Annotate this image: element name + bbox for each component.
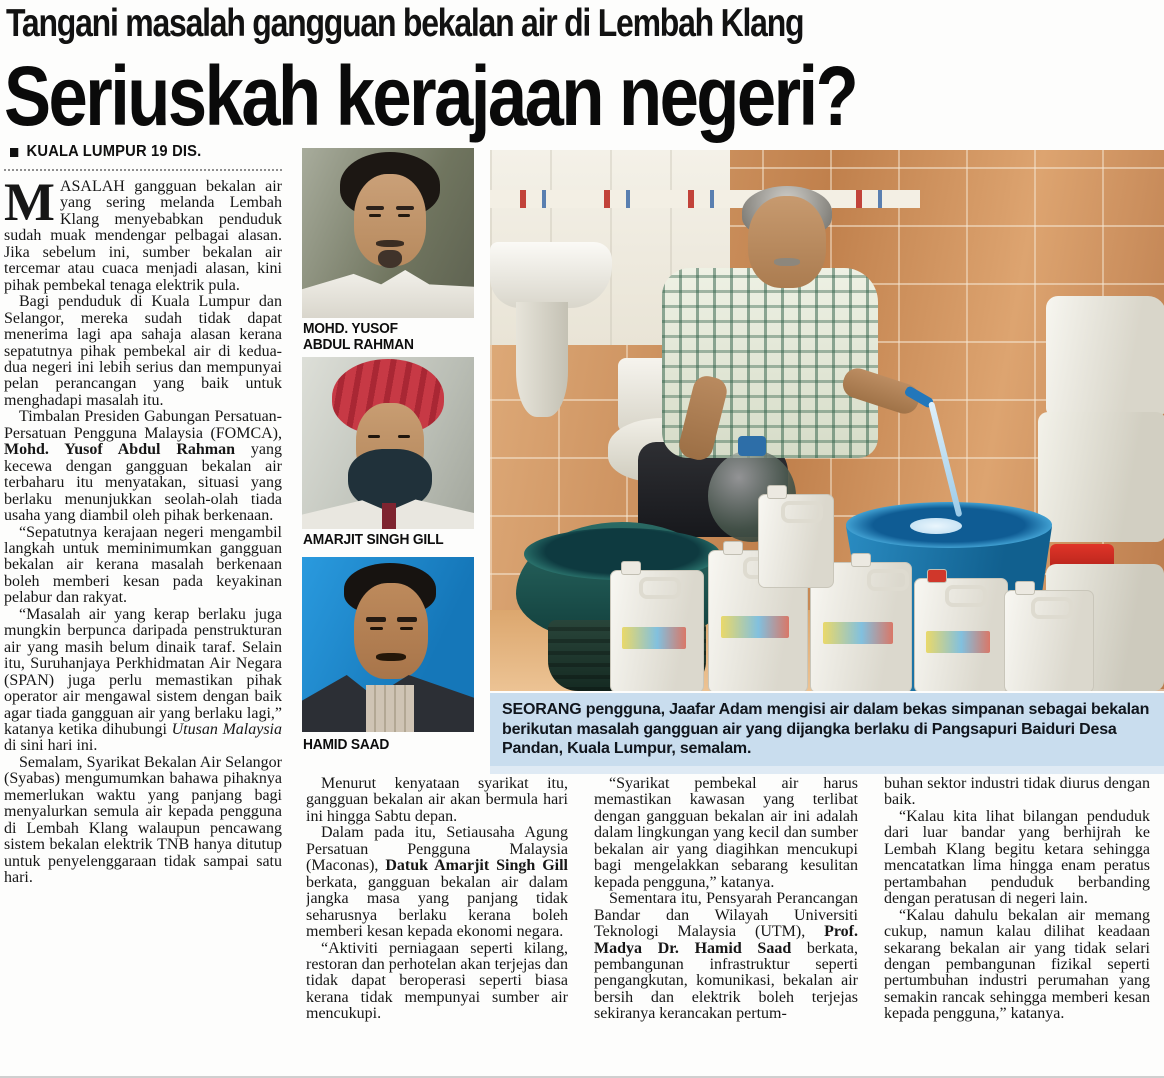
paragraph: “Sepatutnya kerajaan negeri mengambil langkah untuk meminimumkan gangguan bekalan air kerana masalah berkenaan boleh memberi kesan pada keyakinan pelabur dan rakyat. (4, 523, 282, 607)
portrait2-eye (368, 435, 380, 438)
photo-white-container-stack-top (1046, 296, 1164, 416)
paragraph: “Aktiviti perniagaan seperti kilang, restoran dan perhotelan akan terjejas dan tidak dapat beroperasi seperti biasa kerana tidak mempunyai sumber air mencukupi. (306, 939, 568, 1023)
photo-man-moustache (774, 258, 800, 266)
dotted-rule (4, 169, 282, 171)
portrait-caption-line: HAMID SAAD (303, 737, 390, 753)
photo-jerry-can (1004, 590, 1094, 691)
portrait-photo-hamid (302, 557, 474, 732)
paragraph: Dalam pada itu, Setiausaha Agung Persatuan Pengguna Malaysia (Maconas), Datuk Amarjit Singh Gill berkata, gangguan bekalan air dalam jangka masa yang panjang tidak seharusnya berlaku kerana boleh memberi kesan kepada ekonomi negara. (306, 824, 568, 941)
paragraph: Timbalan Presiden Gabungan Persatuan-Persatuan Pengguna Malaysia (FOMCA), Mohd. Yusof Abdul Rahman yang kecewa dengan gangguan bekalan air terbaharu itu menyatakan, situasi yang berlaku menunjukkan seolah-olah tiada usaha yang diambil oleh pihak berkenaan. (4, 408, 282, 525)
portrait1-moustache (376, 240, 404, 247)
portrait1-eyebrow (396, 206, 414, 210)
photo-carboy-cap (738, 436, 766, 456)
portrait3-eyebrow (397, 617, 417, 622)
paragraph: MASALAH gangguan bekalan air yang sering melanda Lembah Klang menyebabkan penduduk sudah muak mendengar pelbagai alasan. Jika sebelum ini, sumber bekalan air tercemar atau cuaca menjadi alasan, kini pihak pembekal tenaga elektrik pula. (4, 179, 282, 294)
caption-bottom-strip (490, 766, 1164, 774)
drop-cap: M (4, 179, 55, 232)
photo-water-splash (910, 518, 962, 534)
paragraph: “Kalau dahulu bekalan air memang cukup, namun kalau dilihat keadaan sekarang bekalan air yang tidak selari dengan pembangunan fizikal seperti pertumbuhan industri perumahan yang semakin rancak sehingga memberi kesan kepada pengguna,” katanya. (884, 906, 1150, 1023)
portrait3-moustache (376, 653, 406, 661)
article-column-left (4, 179, 282, 1069)
portrait-caption-hamid (303, 738, 389, 754)
article-column-bottom-2 (594, 776, 858, 1074)
portrait3-face (354, 583, 428, 679)
portrait1-goatee (378, 250, 402, 268)
photo-jerry-can (914, 578, 1008, 691)
paragraph: Bagi penduduk di Kuala Lumpur dan Selangor, mereka sudah tidak dapat menerima lagi apa sahaja alasan kerana sepatutnya pihak pembekal air di kedua-dua negeri ini lebih serius dan mempunyai pelan perancangan yang baik untuk menghadapi masalah itu. (4, 293, 282, 409)
portrait-caption-mohd-yusof (303, 322, 414, 353)
main-headline: Seriuskah kerajaan negeri? (4, 49, 857, 143)
photo-white-container-stack-middle (1038, 412, 1164, 542)
photo-sink (490, 242, 612, 308)
portrait1-eyebrow (366, 206, 384, 210)
portrait-caption-line: ABDUL RAHMAN (303, 336, 414, 353)
paragraph: Menurut kenyataan syarikat itu, gangguan bekalan air akan bermula hari ini hingga Sabtu depan. (306, 776, 568, 825)
dateline-text: KUALA LUMPUR 19 DIS. (26, 143, 202, 160)
dateline (10, 143, 201, 161)
portrait2-eye (398, 435, 410, 438)
paragraph: “Syarikat pembekal air harus memastikan kawasan yang terlibat dengan gangguan bekalan air ini adalah dalam lingkungan yang kecil dan sumber bekalan air yang diagihkan mencukupi bagi mengelakkan sebarang kesulitan kepada pengguna,” katanya. (594, 776, 858, 891)
kicker-headline: Tangani masalah gangguan bekalan air di Lembah Klang (6, 2, 804, 45)
portrait-caption-line: AMARJIT SINGH GILL (303, 532, 444, 548)
paragraph: Semalam, Syarikat Bekalan Air Selangor (Syabas) mengumumkan bahawa pihaknya memerlukan waktu yang panjang bagi menyalurkan semula air kepada pengguna di Lembah Klang walaupun pencawang sistem bekalan elektrik TNB hanya ditutup untuk penyelenggaraan tidak sampai satu hari. (4, 753, 282, 887)
portrait3-eye (400, 627, 413, 630)
main-photo-water-filling (490, 150, 1164, 691)
portrait1-eye (398, 214, 410, 217)
photo-jerry-can (610, 570, 704, 691)
portrait3-inner-shirt (366, 685, 414, 732)
portrait-photo-amarjit (302, 357, 474, 529)
portrait1-eye (369, 214, 381, 217)
article-column-bottom-3 (884, 776, 1150, 1074)
portrait3-eye (370, 627, 383, 630)
photo-tile-border-strip (490, 190, 920, 208)
portrait-photo-mohd-yusof (302, 148, 474, 318)
square-bullet-icon (10, 148, 18, 157)
paragraph: Sementara itu, Pensyarah Perancangan Bandar dan Wilayah Universiti Teknologi Malaysia (UTM), Prof. Madya Dr. Hamid Saad berkata, pembangunan infrastruktur seperti pengangkutan, komunikasi, bekalan air bersih dan elektrik boleh terjejas sekiranya kerancakan pertum- (594, 890, 858, 1023)
paragraph: “Kalau kita lihat bilangan penduduk dari luar bandar yang berhijrah ke Lembah Klang begitu ketara sehingga mencatatkan lima hingga enam peratus pertambahan penduduk berbanding dengan peratusan di negeri lain. (884, 807, 1150, 908)
main-photo-caption: SEORANG pengguna, Jaafar Adam mengisi air dalam bekas simpanan sebagai bekalan berikutan masalah gangguan air yang dijangka berlaku di Pangsapuri Baiduri Desa Pandan, Kuala Lumpur, semalam. (490, 693, 1164, 766)
photo-jerry-can-small (758, 494, 834, 588)
portrait2-tie (382, 503, 396, 529)
paragraph: “Masalah air yang kerap berlaku juga mungkin berpunca daripada penstrukturan air yang masih belum dinaik taraf. Selain itu, Suruhanjaya Perkhidmatan Air Negara (SPAN) juga perlu memastikan pihak operator air mengawal sistem dengan baik agar tiada gangguan air yang berlaku lagi,” katanya ketika dihubungi Utusan Malaysia di sini hari ini. (4, 605, 282, 755)
portrait-caption-amarjit (303, 533, 443, 549)
photo-man-face (748, 196, 826, 288)
article-column-bottom-1 (306, 776, 568, 1074)
portrait-caption-line: MOHD. YUSOF (303, 321, 398, 337)
photo-sink-pedestal (516, 302, 568, 417)
paragraph: buhan sektor industri tidak diurus dengan baik. (884, 776, 1150, 809)
portrait3-eyebrow (366, 617, 386, 622)
